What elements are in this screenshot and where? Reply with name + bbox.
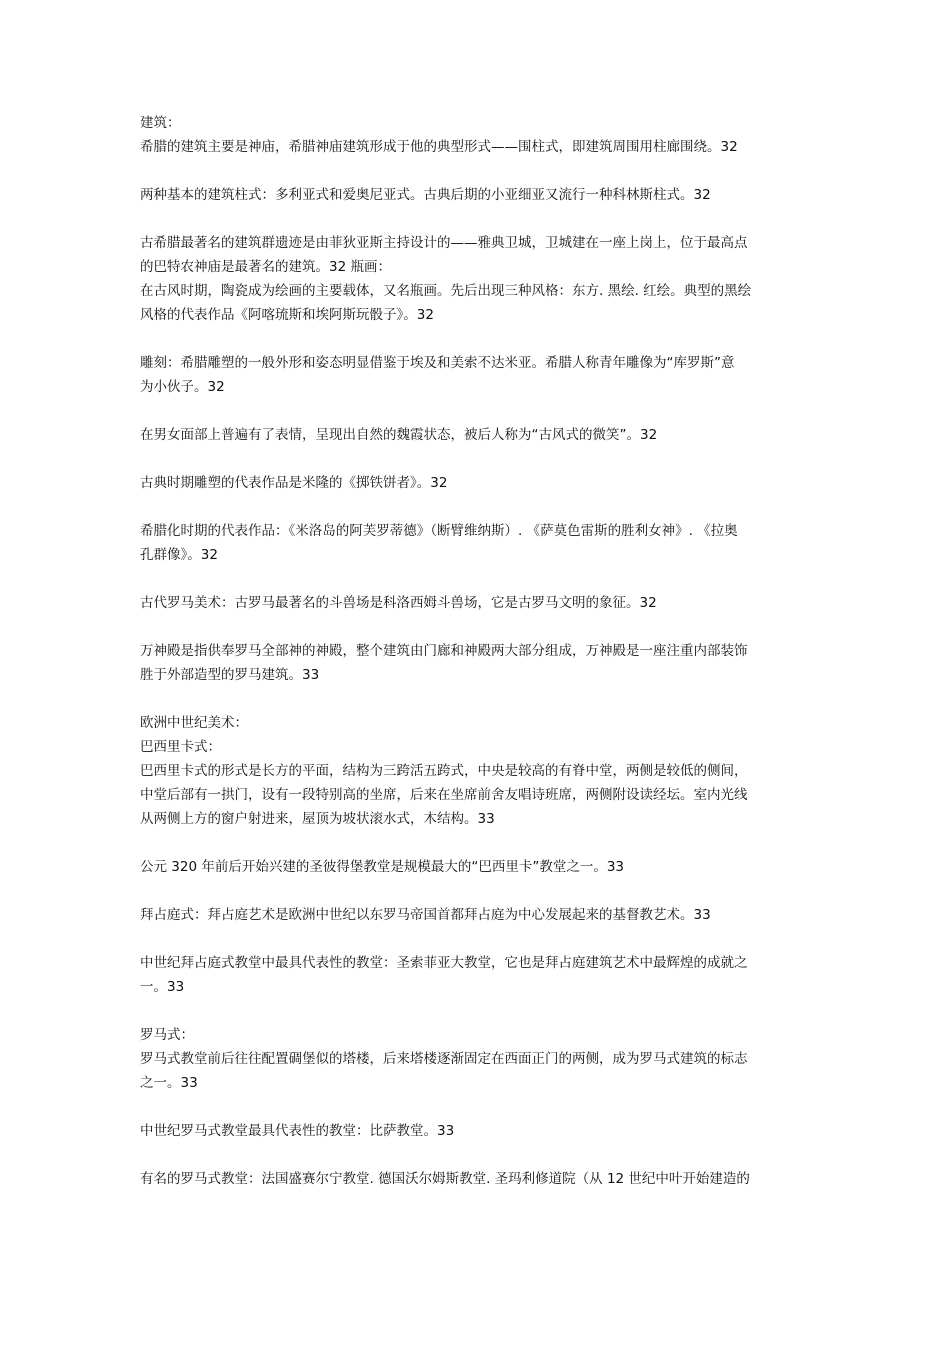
- document-page: [140, 111, 820, 1215]
- paragraph: [140, 183, 820, 207]
- paragraph: [140, 519, 820, 567]
- text-line: 在古风时期，陶瓷成为绘画的主要载体，又名瓶画。先后出现三种风格：东方. 黑绘. 红绘。典型的黑绘: [140, 283, 752, 299]
- text-line: 罗马式教堂前后往往配置碉堡似的塔楼，后来塔楼逐渐固定在西面正门的两侧，成为罗马式建筑的标志: [140, 1051, 748, 1067]
- paragraph: [140, 1119, 820, 1143]
- text-line: 古典时期雕塑的代表作品是米隆的《掷铁饼者》。32: [140, 475, 448, 491]
- text-line: 的巴特农神庙是最著名的建筑。32 瓶画：: [140, 259, 391, 275]
- text-line: 为小伙子。32: [140, 379, 225, 395]
- text-line: 中世纪拜占庭式教堂中最具代表性的教堂：圣索菲亚大教堂，它也是拜占庭建筑艺术中最辉煌的成就之: [140, 955, 748, 971]
- text-line: 欧洲中世纪美术：: [140, 715, 248, 731]
- paragraph: [140, 471, 820, 495]
- paragraph: [140, 855, 820, 879]
- text-line: 两种基本的建筑柱式：多利亚式和爱奥尼亚式。古典后期的小亚细亚又流行一种科林斯柱式。32: [140, 187, 711, 203]
- text-line: 巴西里卡式：: [140, 739, 221, 755]
- paragraph: [140, 351, 820, 399]
- text-line: 在男女面部上普遍有了表情，呈现出自然的魏霞状态，被后人称为“古风式的微笑”。32: [140, 427, 658, 443]
- text-line: 雕刻：希腊雕塑的一般外形和姿态明显借鉴于埃及和美索不达米亚。希腊人称青年雕像为“库罗斯”意: [140, 355, 735, 371]
- text-line: 风格的代表作品《阿喀琉斯和埃阿斯玩骰子》。32: [140, 307, 434, 323]
- text-line: 孔群像》。32: [140, 547, 218, 563]
- text-line: 胜于外部造型的罗马建筑。33: [140, 667, 320, 683]
- paragraph: [140, 591, 820, 615]
- text-line: 拜占庭式：拜占庭艺术是欧洲中世纪以东罗马帝国首都拜占庭为中心发展起来的基督教艺术。33: [140, 907, 711, 923]
- text-line: 从两侧上方的窗户射进来，屋顶为坡状滚水式，木结构。33: [140, 811, 495, 827]
- paragraph: [140, 111, 820, 159]
- paragraph: [140, 1023, 820, 1095]
- text-line: 万神殿是指供奉罗马全部神的神殿，整个建筑由门廊和神殿两大部分组成，万神殿是一座注重内部装饰: [140, 643, 748, 659]
- paragraph: [140, 1167, 820, 1191]
- text-line: 希腊的建筑主要是神庙，希腊神庙建筑形成于他的典型形式——围柱式，即建筑周围用柱廊围绕。32: [140, 139, 738, 155]
- paragraph: [140, 231, 820, 327]
- paragraph: [140, 951, 820, 999]
- text-line: 中堂后部有一拱门，设有一段特别高的坐席，后来在坐席前舍友唱诗班席，两侧附设读经坛。室内光线: [140, 787, 748, 803]
- text-line: 巴西里卡式的形式是长方的平面，结构为三跨活五跨式，中央是较高的有脊中堂，两侧是较低的侧间，: [140, 763, 748, 779]
- text-line: 有名的罗马式教堂：法国盛赛尔宁教堂. 德国沃尔姆斯教堂. 圣玛利修道院（从 12 世纪中叶开始建造的: [140, 1171, 750, 1187]
- text-line: 希腊化时期的代表作品：《米洛岛的阿芙罗蒂德》（断臂维纳斯）. 《萨莫色雷斯的胜利女神》. 《拉奥: [140, 523, 738, 539]
- paragraph: [140, 903, 820, 927]
- text-line: 古代罗马美术：古罗马最著名的斗兽场是科洛西姆斗兽场，它是古罗马文明的象征。32: [140, 595, 657, 611]
- text-line: 建筑：: [140, 115, 181, 131]
- paragraph: [140, 423, 820, 447]
- text-line: 公元 320 年前后开始兴建的圣彼得堡教堂是规模最大的“巴西里卡”教堂之一。33: [140, 859, 625, 875]
- text-line: 罗马式：: [140, 1027, 194, 1043]
- paragraph: [140, 639, 820, 687]
- text-line: 之一。33: [140, 1075, 198, 1091]
- text-line: 中世纪罗马式教堂最具代表性的教堂：比萨教堂。33: [140, 1123, 455, 1139]
- text-line: 一。33: [140, 979, 185, 995]
- text-line: 古希腊最著名的建筑群遗迹是由菲狄亚斯主持设计的——雅典卫城，卫城建在一座上岗上，位于最高点: [140, 235, 748, 251]
- paragraph: [140, 711, 820, 831]
